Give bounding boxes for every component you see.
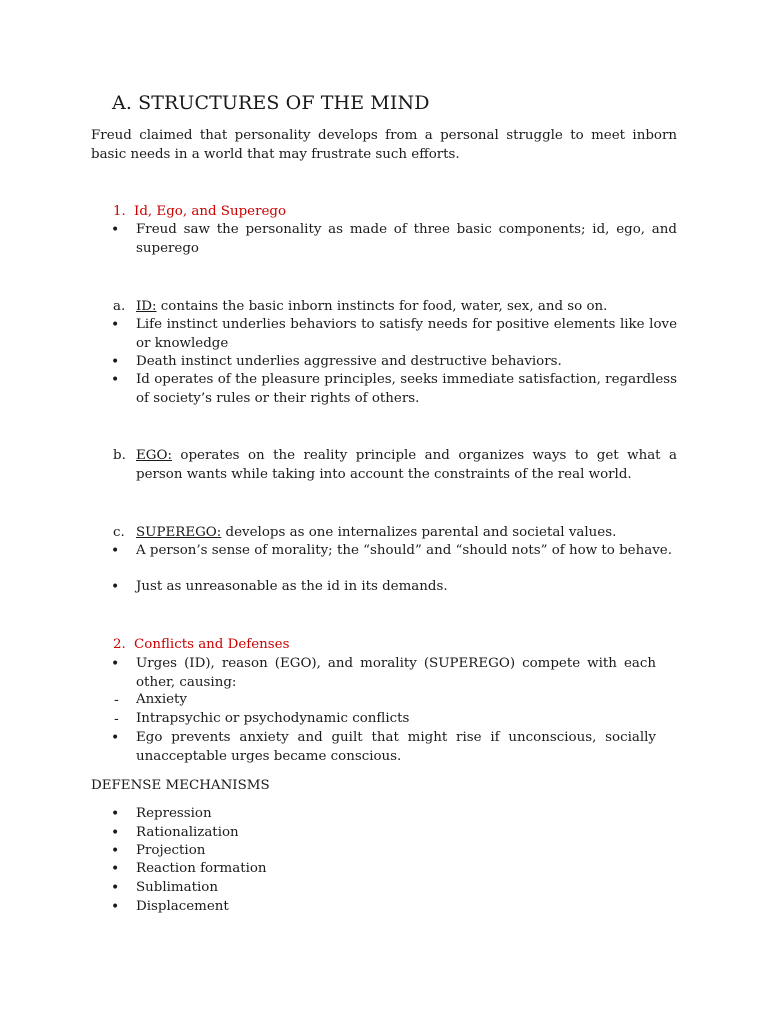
bullet-icon: • [111, 806, 120, 822]
dash-icon: - [114, 692, 119, 708]
ego-marker: b. [113, 448, 126, 463]
bullet-icon: • [111, 730, 120, 746]
superego-bullet: A person’s sense of morality; the “should” and “should nots” of how to behave. [136, 543, 672, 558]
bullet-icon: • [111, 656, 120, 672]
section-1-bullet: Freud saw the personality as made of three basic components; id, ego, and superego [136, 222, 677, 256]
defense-item: Projection [136, 843, 206, 858]
conflicts-item: Ego prevents anxiety and guilt that might rise if unconscious, socially unacceptable urges became conscious. [136, 730, 656, 764]
superego-bullet: Just as unreasonable as the id in its demands. [136, 579, 448, 594]
defense-heading: DEFENSE MECHANISMS [91, 778, 270, 793]
bullet-icon: • [111, 899, 120, 915]
id-bullet: Life instinct underlies behaviors to satisfy needs for positive elements like love or knowledge [136, 317, 677, 351]
ego-definition [136, 447, 677, 484]
dash-icon: - [114, 711, 119, 727]
ego-def-text: operates on the reality principle and organizes ways to get what a person wants while taking into account the constraints of the real world. [136, 448, 677, 482]
conflicts-item: Intrapsychic or psychodynamic conflicts [136, 711, 410, 726]
id-definition [136, 298, 607, 316]
section-1-title: Id, Ego, and Superego [134, 204, 287, 219]
bullet-icon: • [111, 354, 120, 370]
id-bullet: Id operates of the pleasure principles, seeks immediate satisfaction, regardless of society’s rules or their rights of others. [136, 372, 677, 406]
superego-marker: c. [113, 525, 125, 540]
bullet-icon: • [111, 861, 120, 877]
conflicts-item: Urges (ID), reason (EGO), and morality (SUPEREGO) compete with each other, causing: [136, 656, 656, 690]
defense-item: Displacement [136, 899, 229, 914]
bullet-icon: • [111, 880, 120, 896]
ego-term: EGO: [136, 448, 172, 463]
defense-item: Reaction formation [136, 861, 267, 876]
section-1-heading [113, 203, 286, 221]
superego-definition [136, 524, 616, 542]
section-2-number: 2. [113, 637, 126, 652]
section-1-number: 1. [113, 204, 126, 219]
section-2-title: Conflicts and Defenses [134, 637, 290, 652]
intro-paragraph: Freud claimed that personality develops from a personal struggle to meet inborn basic needs in a world that may frustrate such efforts. [91, 128, 677, 162]
section-2-heading [113, 636, 289, 654]
bullet-icon: • [111, 317, 120, 333]
bullet-icon: • [111, 843, 120, 859]
defense-item: Sublimation [136, 880, 218, 895]
bullet-icon: • [111, 372, 120, 388]
defense-item: Rationalization [136, 825, 239, 840]
bullet-icon: • [111, 543, 120, 559]
superego-term: SUPEREGO: [136, 525, 222, 540]
page-title: A. STRUCTURES OF THE MIND [112, 92, 430, 114]
defense-item: Repression [136, 806, 212, 821]
id-term: ID: [136, 299, 157, 314]
id-bullet: Death instinct underlies aggressive and destructive behaviors. [136, 354, 562, 369]
bullet-icon: • [111, 579, 120, 595]
id-marker: a. [113, 299, 126, 314]
bullet-icon: • [111, 825, 120, 841]
id-def-text: contains the basic inborn instincts for food, water, sex, and so on. [156, 299, 608, 314]
conflicts-item: Anxiety [136, 692, 187, 707]
bullet-icon: • [111, 222, 120, 238]
superego-def-text: develops as one internalizes parental and societal values. [221, 525, 617, 540]
